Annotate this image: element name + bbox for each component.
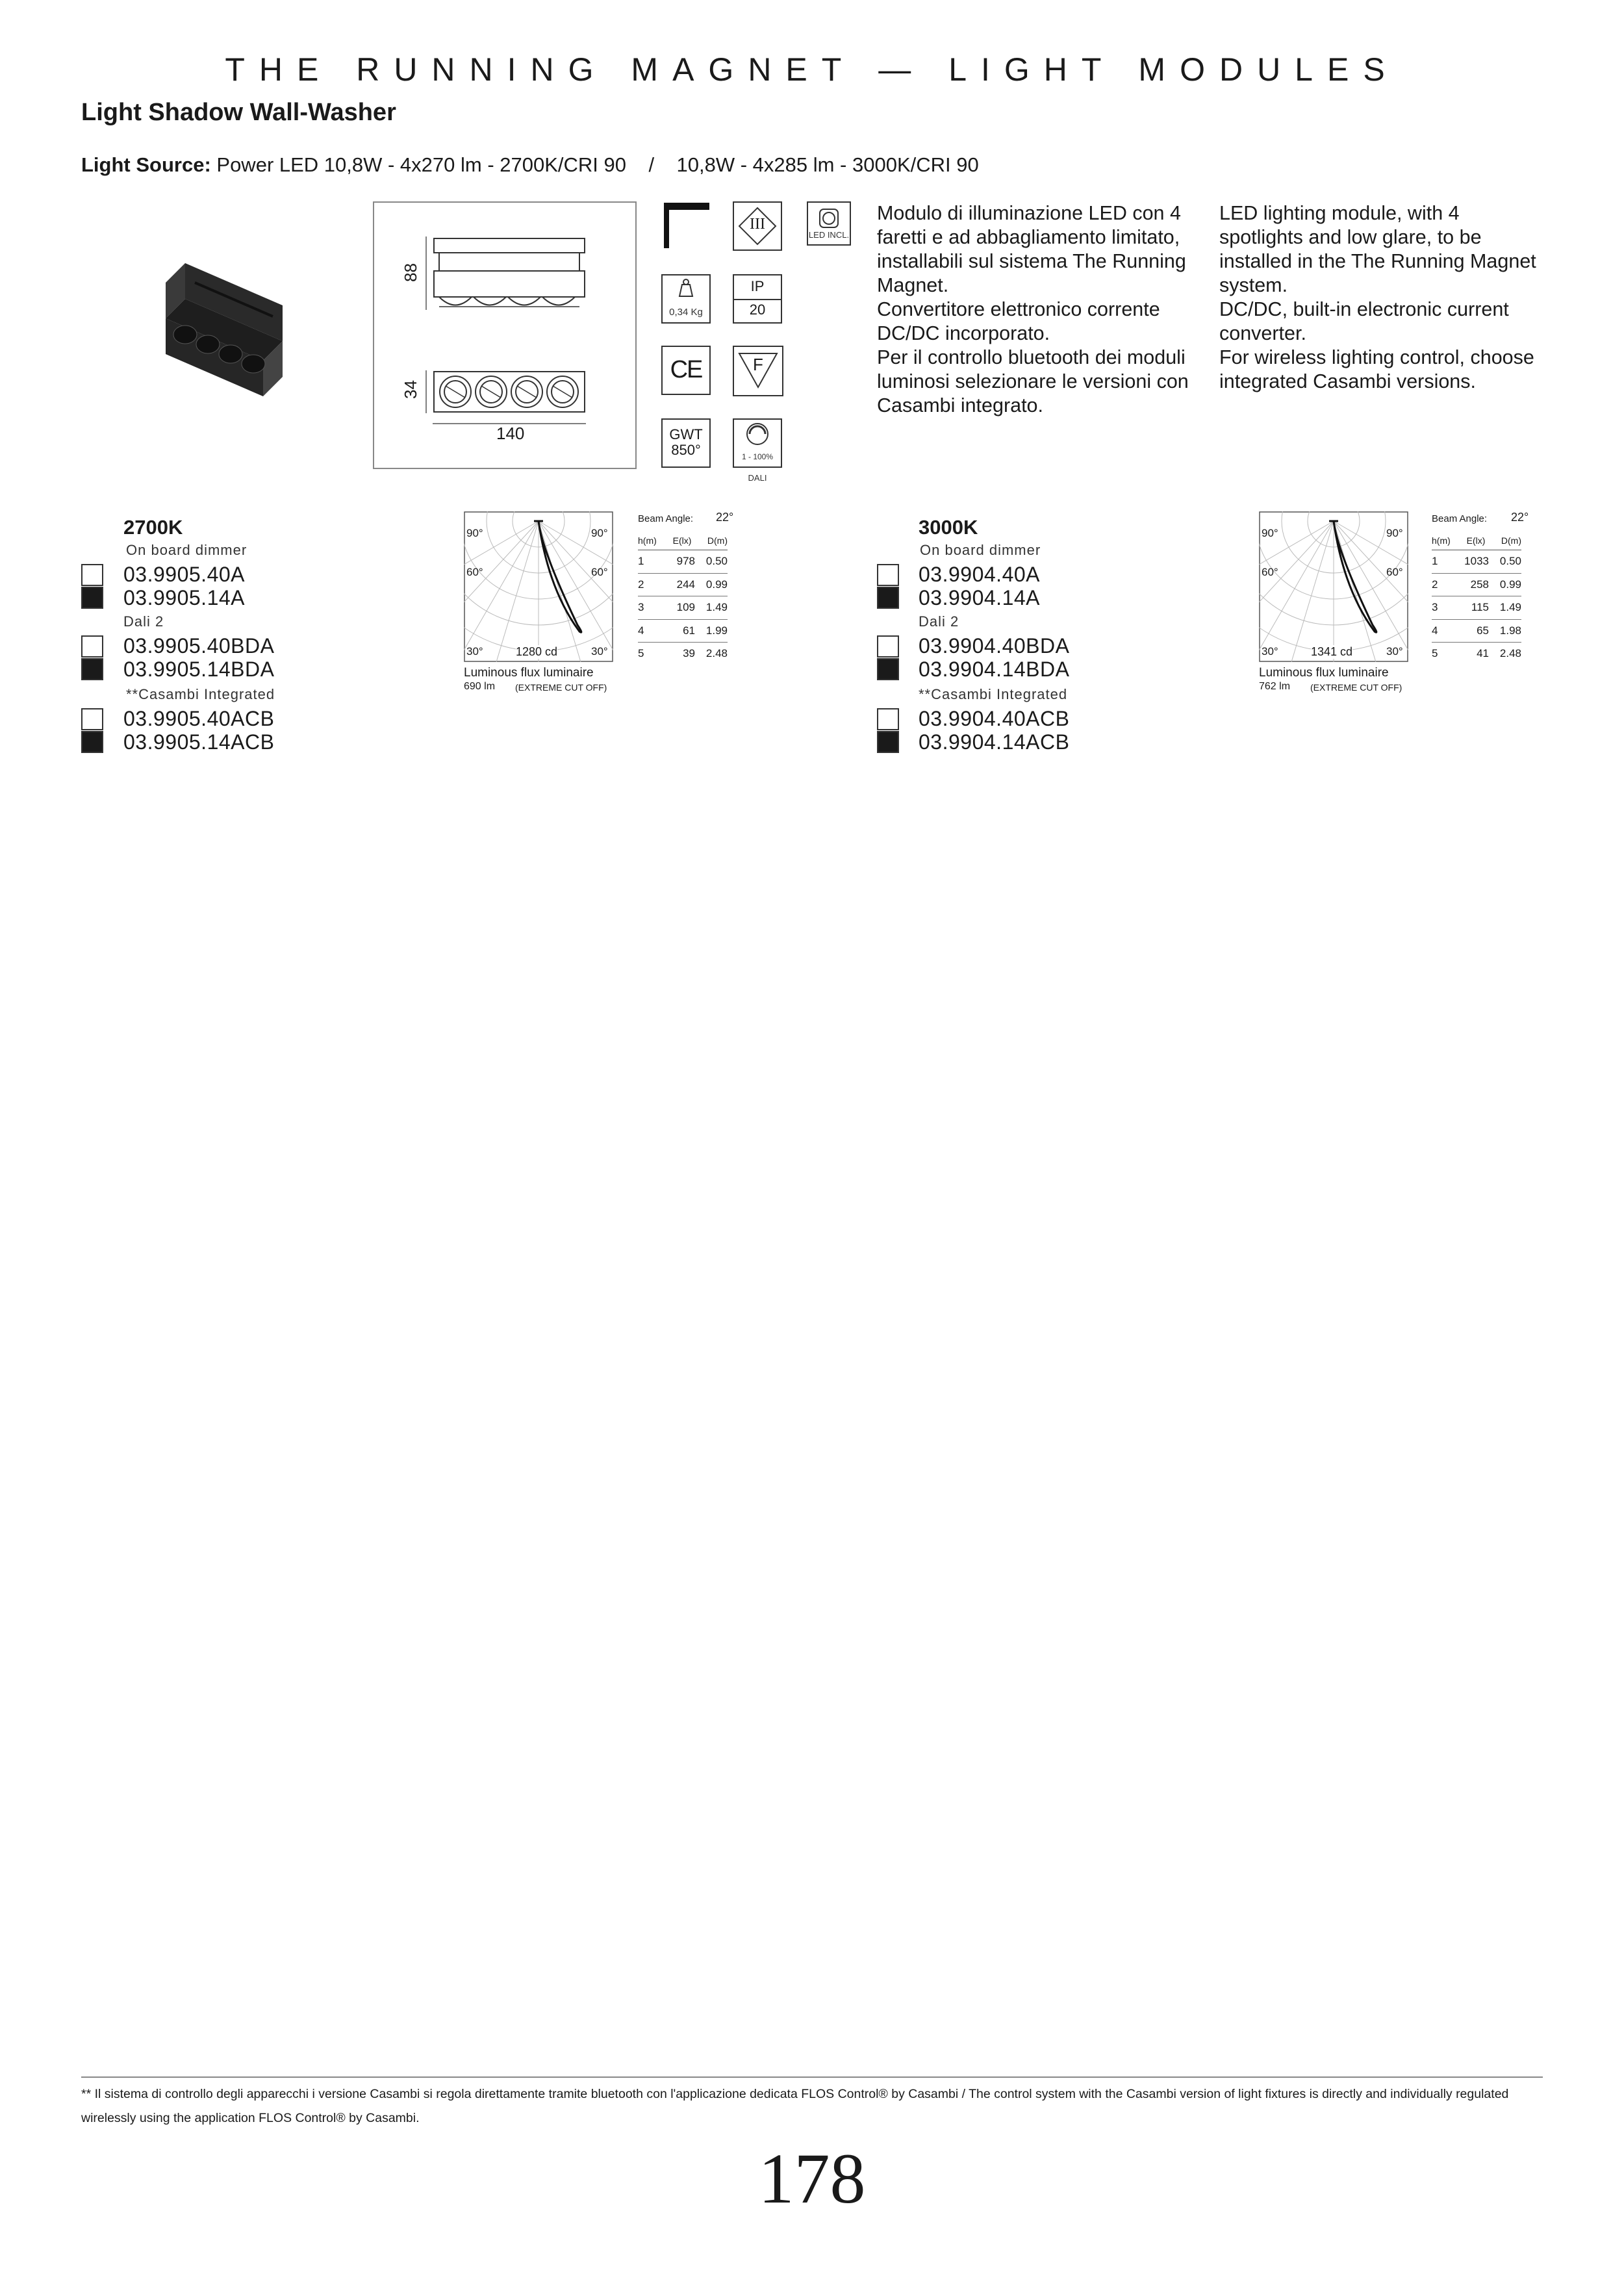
cut-off-icon <box>663 201 711 249</box>
weight-label: 0,34 Kg <box>669 307 703 318</box>
description-italian <box>877 201 1202 418</box>
description-line: spotlights and low glare, to be <box>1219 226 1482 248</box>
polar-angle-label: 30° <box>466 645 483 658</box>
beam-angle-label: Beam Angle: <box>1432 513 1488 524</box>
class-iii-icon <box>733 201 782 251</box>
dali-label: DALI <box>748 473 767 483</box>
beam-angle-value: 22° <box>1511 511 1529 524</box>
group-label: On board dimmer <box>920 542 1041 558</box>
flux-value: 690 lm <box>464 681 496 692</box>
description-line: LED lighting module, with 4 <box>1219 202 1460 224</box>
black-finish-swatch <box>81 587 103 609</box>
black-finish-swatch <box>877 658 899 680</box>
white-finish-swatch <box>877 635 899 658</box>
table-row: 3 115 1.49 <box>1432 596 1521 620</box>
description-line: Per il controllo bluetooth dei moduli <box>877 346 1186 368</box>
ce-label: CE <box>670 356 702 383</box>
polar-angle-label: 60° <box>1386 566 1403 578</box>
page-number: 178 <box>758 2139 866 2218</box>
description-line: integrated Casambi versions. <box>1219 370 1476 392</box>
black-finish-swatch <box>877 587 899 609</box>
polar-peak-intensity: 1280 cd <box>516 645 558 658</box>
cut-off-label: (EXTREME CUT OFF) <box>515 682 607 693</box>
table-row: 1 978 0.50 <box>638 550 728 574</box>
footer-divider <box>81 2076 1543 2078</box>
table-header: D(m) <box>1494 531 1521 550</box>
white-finish-swatch <box>81 564 103 586</box>
description-line: Modulo di illuminazione LED con 4 <box>877 202 1181 224</box>
cct-3000k-heading: 3000K <box>919 516 978 539</box>
gwt-label: GWT <box>669 426 703 442</box>
product-title: Light Shadow Wall-Washer <box>81 99 396 126</box>
dimension-width: 140 <box>496 424 525 443</box>
article-code: 03.9905.40ACB <box>123 707 275 730</box>
description-line: converter. <box>1219 322 1306 344</box>
ip-rating-icon <box>733 274 782 324</box>
photometric-table-3000k <box>1432 531 1521 665</box>
technical-drawing <box>373 201 637 469</box>
table-row: 1 1033 0.50 <box>1432 550 1521 574</box>
article-code: 03.9904.40A <box>919 563 1040 586</box>
table-header: D(m) <box>700 531 728 550</box>
dimension-height-top: 88 <box>400 263 420 282</box>
flux-label: Luminous flux luminaire <box>464 666 594 680</box>
description-line: DC/DC, built-in electronic current <box>1219 298 1509 320</box>
beam-angle-value: 22° <box>716 511 734 524</box>
table-header: E(lx) <box>664 531 700 550</box>
polar-diagram-3000k <box>1259 511 1408 662</box>
description-line: Convertitore elettronico corrente <box>877 298 1160 320</box>
black-finish-swatch <box>81 731 103 753</box>
white-finish-swatch <box>81 708 103 730</box>
article-code: 03.9904.40ACB <box>919 707 1070 730</box>
article-code: 03.9905.14ACB <box>123 730 275 754</box>
cut-off-label: (EXTREME CUT OFF) <box>1310 682 1402 693</box>
group-label: **Casambi Integrated <box>126 686 275 702</box>
white-finish-swatch <box>877 564 899 586</box>
group-label: Dali 2 <box>123 613 164 630</box>
description-english <box>1219 201 1544 394</box>
table-row: 3 109 1.49 <box>638 596 728 620</box>
article-code: 03.9905.14A <box>123 586 245 609</box>
dimension-height-bottom: 34 <box>400 380 420 399</box>
group-label: Dali 2 <box>919 613 959 630</box>
polar-angle-label: 30° <box>1262 645 1278 658</box>
table-row: 5 41 2.48 <box>1432 647 1521 660</box>
ip-value: 20 <box>749 301 766 318</box>
article-code: 03.9904.14ACB <box>919 730 1070 754</box>
table-header: h(m) <box>638 531 664 550</box>
description-line: For wireless lighting control, choose <box>1219 346 1534 368</box>
white-finish-swatch <box>81 635 103 658</box>
dimmable-icon <box>733 418 782 468</box>
polar-angle-label: 60° <box>466 566 483 578</box>
polar-peak-intensity: 1341 cd <box>1311 645 1353 658</box>
beam-angle-label: Beam Angle: <box>638 513 694 524</box>
footnote: ** Il sistema di controllo degli apparecchi i versione Casambi si regola direttamente tramite bluetooth con l'applicazione dedicata FLOS Control® by Casambi / The control system with the Casambi version of light fixtures is directly and individually regulated wirelessly using the application FLOS Control® by Casambi. <box>81 2087 1509 2125</box>
polar-angle-label: 90° <box>1262 527 1278 539</box>
polar-angle-label: 30° <box>591 645 608 658</box>
catalog-header-title: THE RUNNING MAGNET — LIGHT MODULES <box>225 51 1399 88</box>
table-header: E(lx) <box>1458 531 1494 550</box>
group-label: On board dimmer <box>126 542 247 558</box>
description-line: Casambi integrato. <box>877 394 1043 416</box>
weight-icon <box>661 274 711 324</box>
description-line: faretti e ad abbagliamento limitato, <box>877 226 1180 248</box>
light-source-value: Power LED 10,8W - 4x270 lm - 2700K/CRI 90 / 10,8W - 4x285 lm - 3000K/CRI 90 <box>210 153 979 176</box>
black-finish-swatch <box>81 658 103 680</box>
description-line: system. <box>1219 274 1288 296</box>
description-line: luminosi selezionare le versioni con <box>877 370 1189 392</box>
product-image <box>156 257 292 400</box>
table-row: 2 258 0.99 <box>1432 574 1521 597</box>
f-mark-icon <box>733 346 783 396</box>
article-code: 03.9904.14BDA <box>919 658 1070 681</box>
ip-label: IP <box>750 278 765 294</box>
f-mark-label: F <box>753 355 763 374</box>
light-source-label: Light Source: <box>81 153 211 176</box>
table-row: 4 61 1.99 <box>638 620 728 643</box>
polar-angle-label: 90° <box>466 527 483 539</box>
table-row: 5 39 2.48 <box>638 647 728 660</box>
article-code: 03.9904.14A <box>919 586 1040 609</box>
gwt-value: 850° <box>671 442 701 458</box>
description-line: installabili sul sistema The Running <box>877 250 1186 272</box>
article-code: 03.9905.14BDA <box>123 658 275 681</box>
white-finish-swatch <box>877 708 899 730</box>
description-line: Magnet. <box>877 274 949 296</box>
light-source-line <box>81 153 979 177</box>
polar-diagram-2700k <box>464 511 613 662</box>
black-finish-swatch <box>877 731 899 753</box>
cct-2700k-heading: 2700K <box>123 516 183 539</box>
article-code: 03.9905.40A <box>123 563 245 586</box>
polar-angle-label: 60° <box>591 566 608 578</box>
led-included-icon <box>804 201 854 251</box>
article-code: 03.9905.40BDA <box>123 634 275 658</box>
table-row: 2 244 0.99 <box>638 574 728 597</box>
table-header: h(m) <box>1432 531 1458 550</box>
polar-angle-label: 30° <box>1386 645 1403 658</box>
group-label: **Casambi Integrated <box>919 686 1068 702</box>
flux-label: Luminous flux luminaire <box>1259 666 1389 680</box>
dim-range-label: 1 - 100% <box>741 452 774 461</box>
led-included-label: LED INCL. <box>808 230 850 240</box>
description-line: installed in the The Running Magnet <box>1219 250 1536 272</box>
article-code: 03.9904.40BDA <box>919 634 1070 658</box>
description-line: DC/DC incorporato. <box>877 322 1050 344</box>
ce-mark-icon <box>661 346 711 395</box>
class-iii-label: III <box>750 216 765 233</box>
polar-angle-label: 60° <box>1262 566 1278 578</box>
glow-wire-test-icon <box>661 418 711 468</box>
polar-angle-label: 90° <box>591 527 608 539</box>
table-row: 4 65 1.98 <box>1432 620 1521 643</box>
polar-angle-label: 90° <box>1386 527 1403 539</box>
flux-value: 762 lm <box>1259 681 1291 692</box>
photometric-table-2700k <box>638 531 728 665</box>
